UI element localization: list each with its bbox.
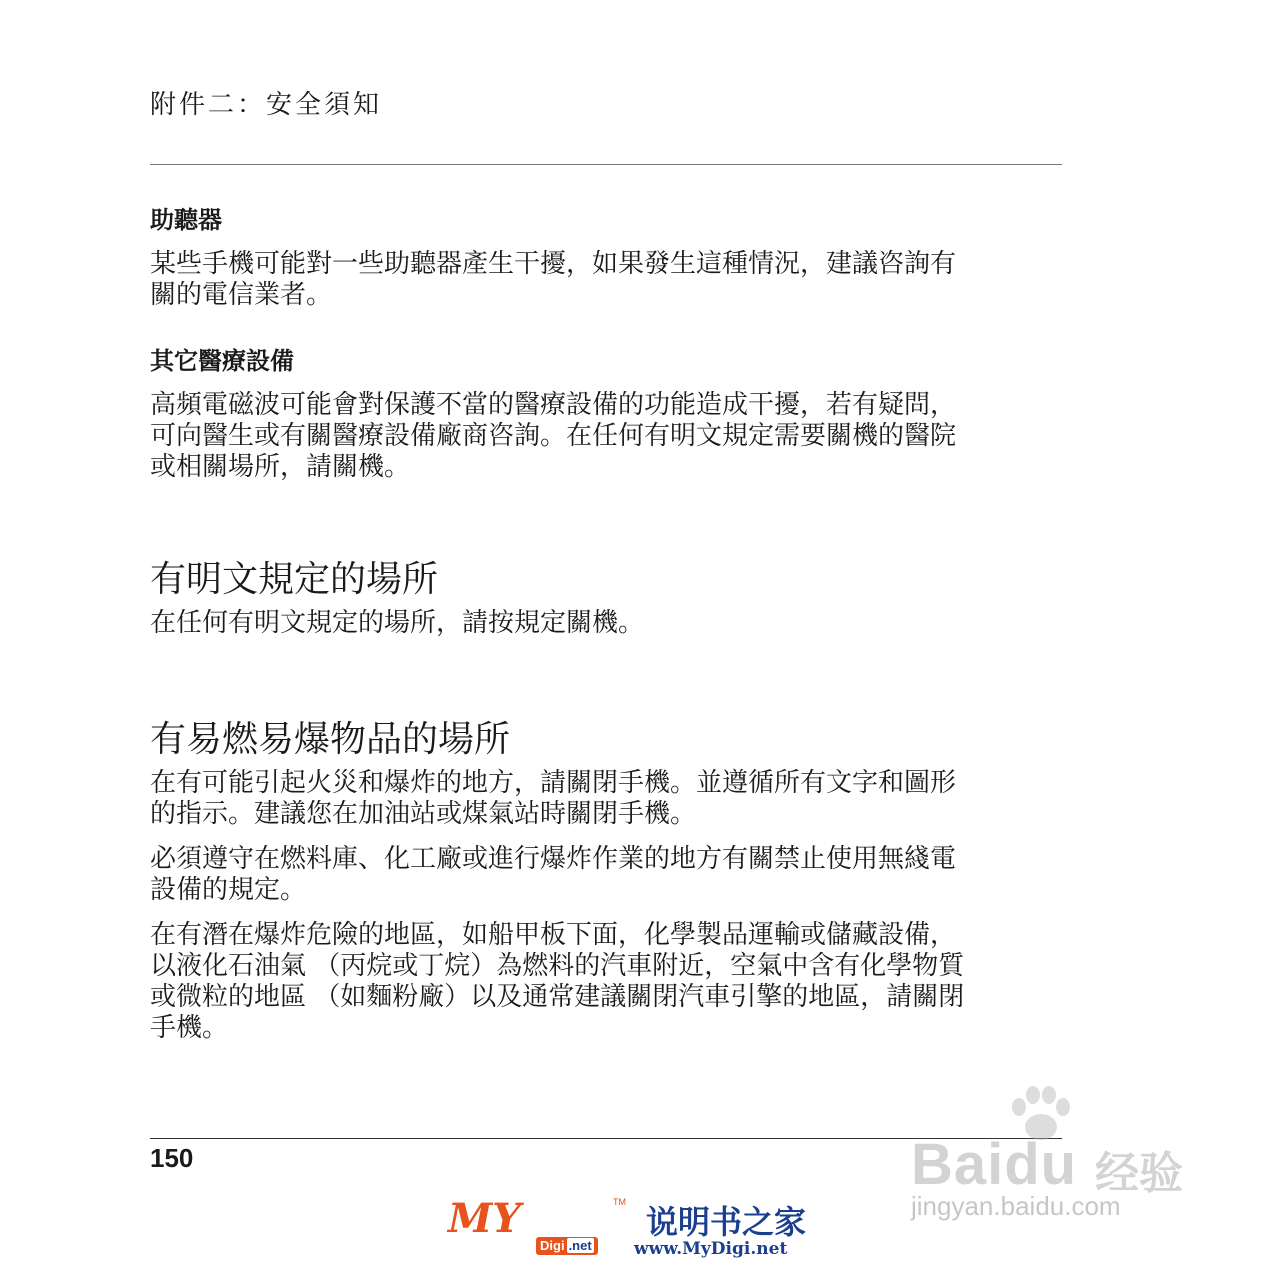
logo-badge-a: Digi (540, 1238, 565, 1253)
section-title-regulated-places: 有明文規定的場所 (150, 559, 439, 600)
paragraph-line: 某些手機可能對一些助聽器產生干擾，如果發生這種情況，建議咨詢有 (150, 249, 957, 279)
page-content (150, 200, 1050, 1044)
watermark-brand: Baidu (911, 1132, 1078, 1197)
paragraph-line: 或相關場所，請關機。 (150, 452, 411, 482)
paragraph-line: 或微粒的地區 （如麵粉廠）以及通常建議關閉汽車引擎的地區，請關閉 (150, 982, 965, 1012)
paragraph-line: 手機。 (150, 1013, 229, 1043)
section-title-flammable-places: 有易燃易爆物品的場所 (150, 719, 511, 760)
paragraph-line: 在有可能引起火災和爆炸的地方，請關閉手機。並遵循所有文字和圖形 (150, 768, 957, 798)
page-header-title: 附件二：安全須知 (150, 90, 383, 120)
logo-title: 说明书之家 (646, 1203, 807, 1241)
logo-trademark: TM (613, 1197, 626, 1207)
section-heading-hearing-aids: 助聽器 (150, 206, 222, 234)
logo-mark: MY (448, 1195, 521, 1242)
paragraph-line: 必須遵守在燃料庫、化工廠或進行爆炸作業的地方有關禁止使用無綫電 (150, 844, 957, 874)
paragraph-line: 的指示。建議您在加油站或煤氣站時關閉手機。 (150, 799, 697, 829)
paragraph-line: 可向醫生或有關醫療設備廠商咨詢。在任何有明文規定需要關機的醫院 (150, 421, 957, 451)
header-divider (150, 164, 1062, 165)
paragraph-line: 在任何有明文規定的場所，請按規定關機。 (150, 608, 645, 638)
paragraph-line: 設備的規定。 (150, 875, 307, 905)
paragraph-line: 關的電信業者。 (150, 280, 333, 310)
baidu-watermark (905, 1085, 1205, 1225)
watermark-url: jingyan.baidu.com (911, 1191, 1121, 1221)
page-number: 150 (150, 1143, 194, 1173)
watermark-cn: 经验 (1095, 1148, 1183, 1199)
logo-badge-b: .net (568, 1238, 592, 1253)
paragraph-line: 在有潛在爆炸危險的地區，如船甲板下面，化學製品運輸或儲藏設備， (150, 920, 957, 950)
paragraph-line: 高頻電磁波可能會對保護不當的醫療設備的功能造成干擾，若有疑問， (150, 390, 957, 420)
logo-url: www.MyDigi.net (634, 1239, 788, 1259)
mydigi-logo (448, 1195, 828, 1265)
logo-badge (536, 1237, 598, 1255)
paragraph-line: 以液化石油氣 （丙烷或丁烷）為燃料的汽車附近，空氣中含有化學物質 (150, 951, 965, 981)
section-heading-medical-devices: 其它醫療設備 (150, 347, 294, 375)
